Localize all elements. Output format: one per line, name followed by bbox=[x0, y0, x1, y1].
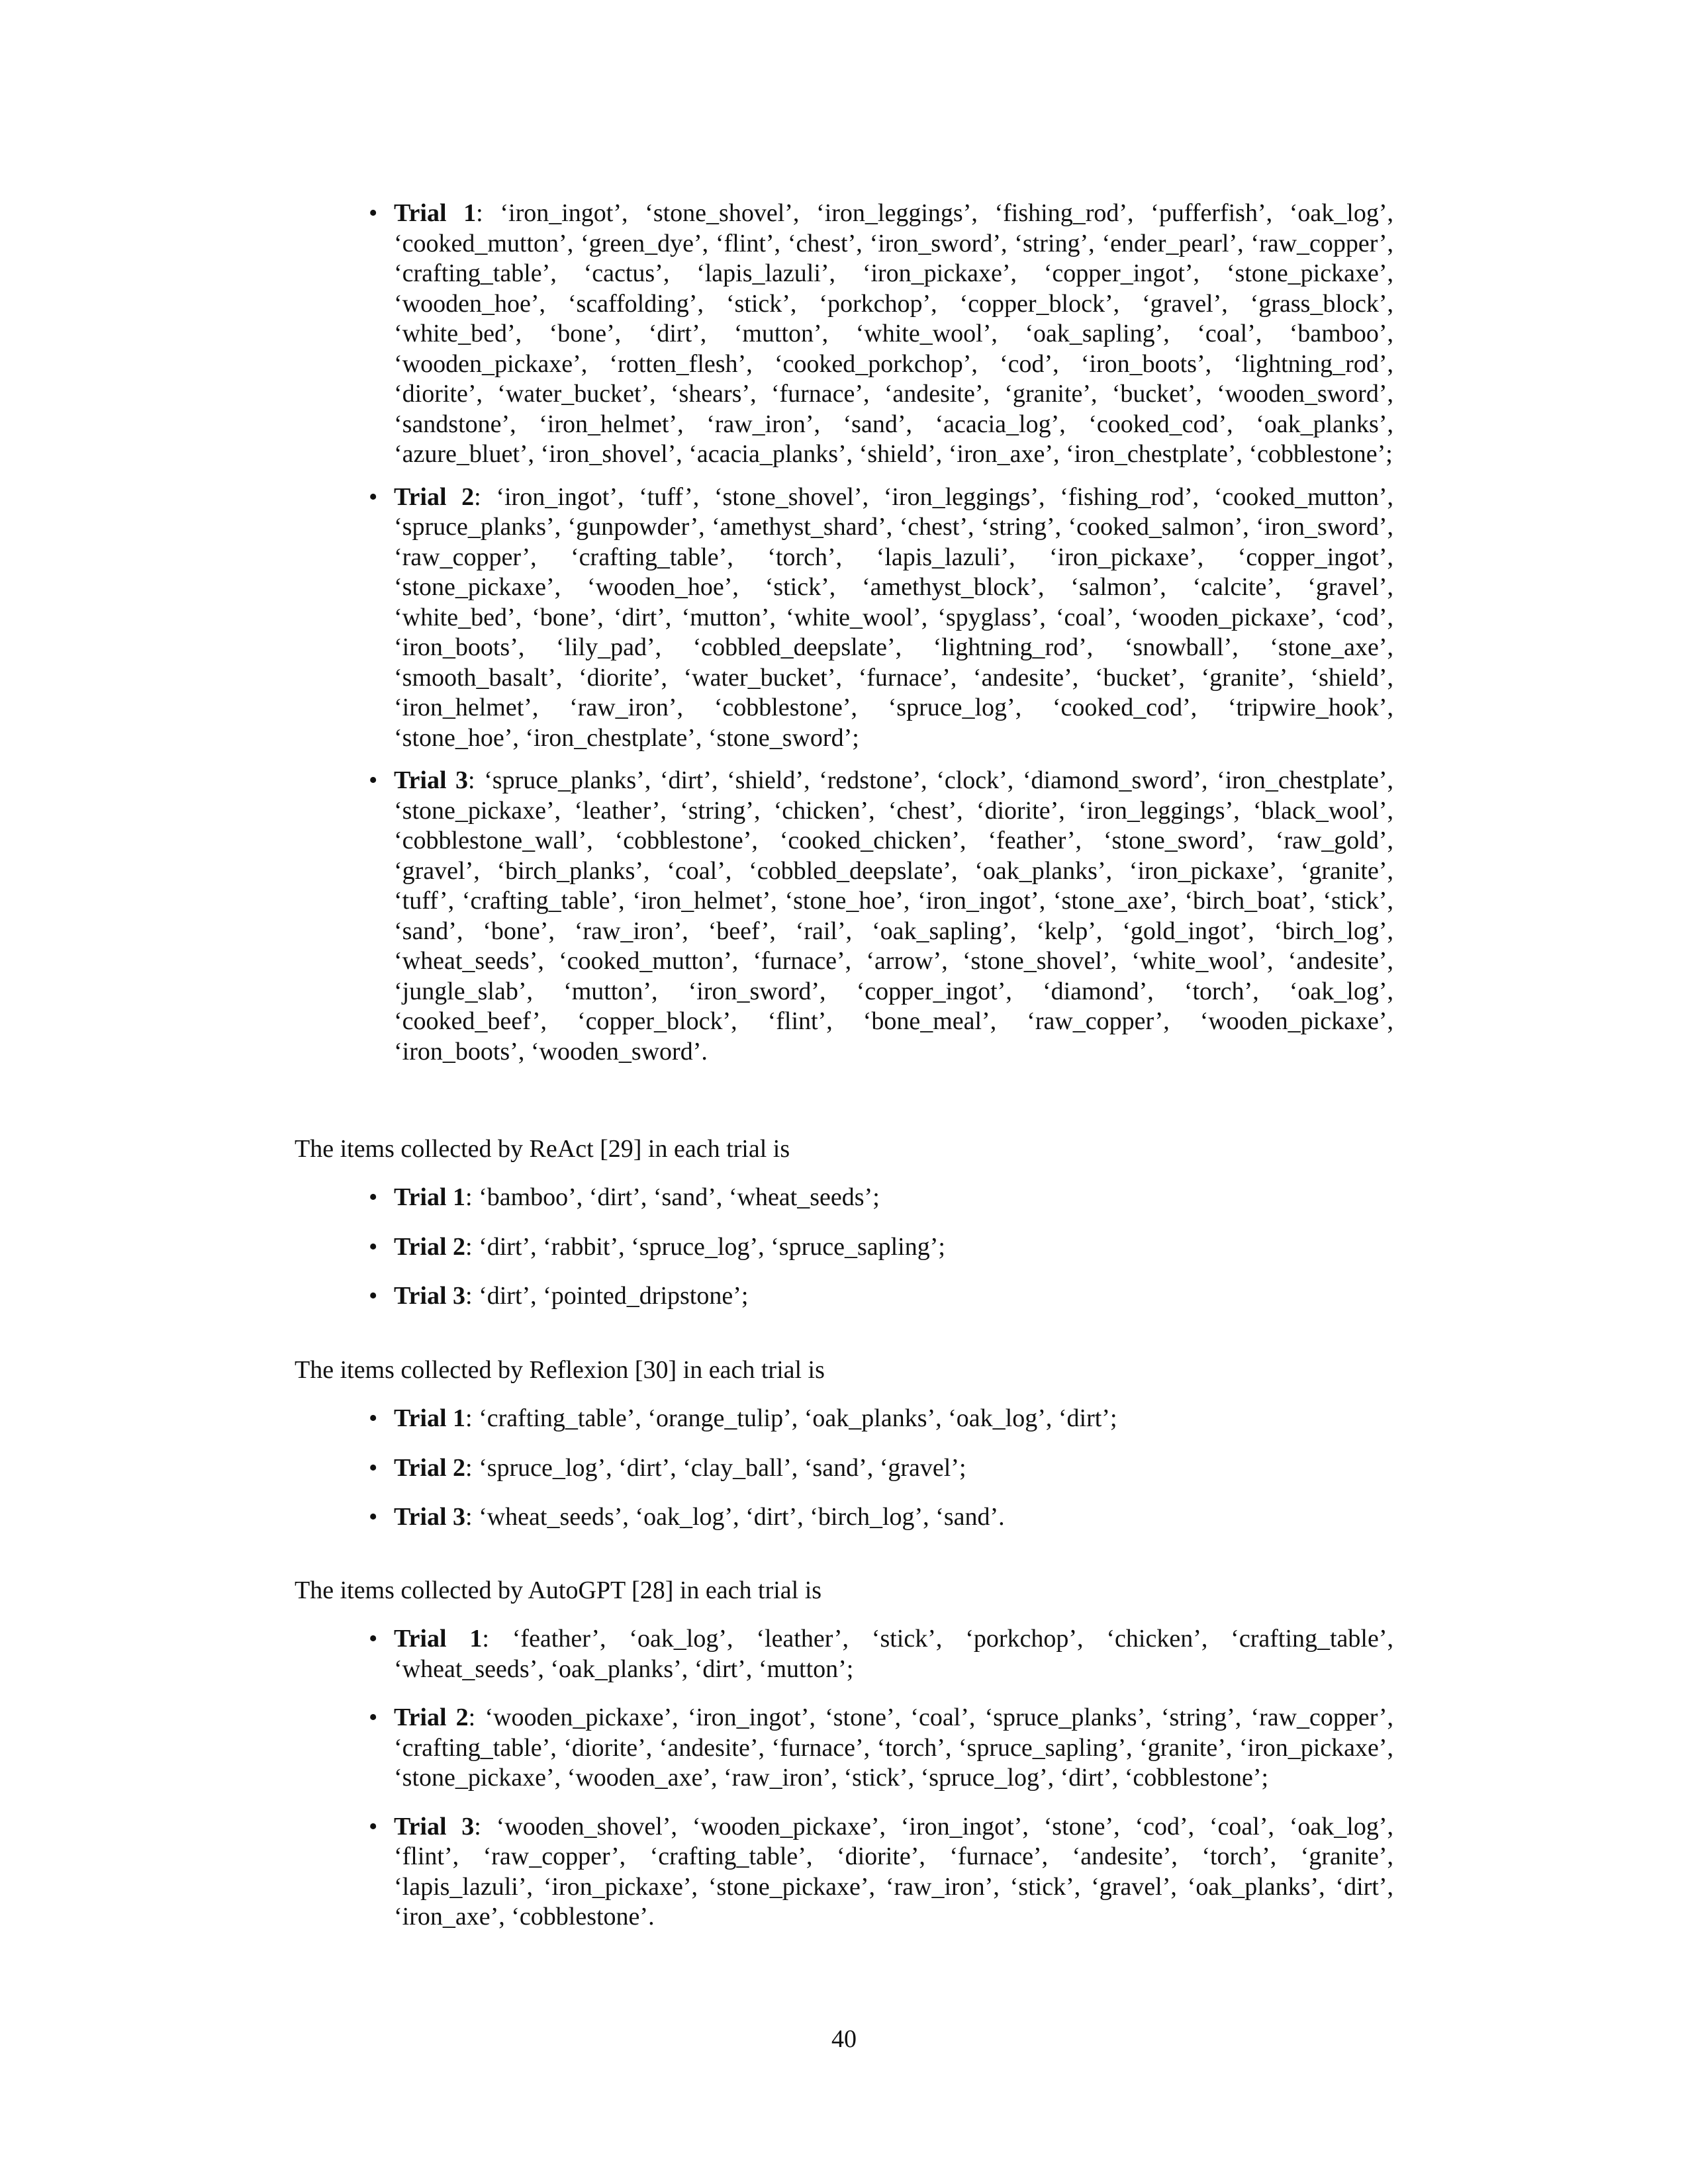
trial-items: : ‘crafting_table’, ‘orange_tulip’, ‘oak_planks’, ‘oak_log’, ‘dirt’; bbox=[465, 1404, 1117, 1432]
trial-label: Trial 1 bbox=[394, 1183, 466, 1211]
trial-items: : ‘dirt’, ‘pointed_dripstone’; bbox=[465, 1282, 749, 1310]
trial-label: Trial 3 bbox=[394, 766, 469, 794]
bullet-icon: • bbox=[369, 766, 378, 794]
trial-item bbox=[295, 1281, 1393, 1312]
trial-item bbox=[295, 1404, 1393, 1434]
trial-label: Trial 2 bbox=[394, 1453, 466, 1482]
bullet-icon: • bbox=[369, 1404, 378, 1432]
trial-label: Trial 2 bbox=[394, 1704, 469, 1731]
trial-label: Trial 3 bbox=[394, 1282, 466, 1310]
trial-items: : ‘bamboo’, ‘dirt’, ‘sand’, ‘wheat_seeds’; bbox=[465, 1183, 880, 1211]
trial-item bbox=[295, 1502, 1393, 1533]
bullet-icon: • bbox=[369, 1812, 378, 1841]
bullet-icon: • bbox=[369, 1625, 378, 1653]
bullet-icon: • bbox=[369, 1183, 378, 1211]
trial-label: Trial 3 bbox=[394, 1812, 475, 1841]
trial-items: : ‘dirt’, ‘rabbit’, ‘spruce_log’, ‘spruce_sapling’; bbox=[465, 1232, 945, 1261]
bullet-icon: • bbox=[369, 482, 378, 511]
trial-item bbox=[295, 766, 1393, 1067]
trial-item bbox=[295, 199, 1393, 470]
trial-item bbox=[295, 1453, 1393, 1484]
autogpt-section bbox=[295, 1575, 1393, 1933]
trial-item bbox=[295, 1624, 1393, 1684]
trial-label: Trial 1 bbox=[394, 1404, 466, 1432]
trial-items: : ‘iron_ingot’, ‘stone_shovel’, ‘iron_leggings’, ‘fishing_rod’, ‘pufferfish’, ‘oak_log’, ‘cooked_mutton’, ‘green_dye’, ‘flint’, ‘chest’, ‘iron_sword’, ‘string’, ‘ender_pearl’, ‘raw_copper’, ‘crafting_table’, ‘cactus’, ‘lapis_lazuli’, ‘iron_pickaxe’, ‘copper_ingot’, ‘stone_pickaxe’, ‘wooden_hoe’, ‘scaffolding’, ‘stick’, ‘porkchop’, ‘copper_block’, ‘gravel’, ‘grass_block’, ‘white_bed’, ‘bone’, ‘dirt’, ‘mutton’, ‘white_wool’, ‘oak_sapling’, ‘coal’, ‘bamboo’, ‘wooden_pickaxe’, ‘rotten_flesh’, ‘cooked_porkchop’, ‘cod’, ‘iron_boots’, ‘lightning_rod’, ‘diorite’, ‘water_bucket’, ‘shears’, ‘furnace’, ‘andesite’, ‘granite’, ‘bucket’, ‘wooden_sword’, ‘sandstone’, ‘iron_helmet’, ‘raw_iron’, ‘sand’, ‘acacia_log’, ‘cooked_cod’, ‘oak_planks’, ‘azure_bluet’, ‘iron_shovel’, ‘acacia_planks’, ‘shield’, ‘iron_axe’, ‘iron_chestplate’, ‘cobblestone’; bbox=[394, 199, 1394, 468]
trial-items: : ‘feather’, ‘oak_log’, ‘leather’, ‘stick’, ‘porkchop’, ‘chicken’, ‘crafting_table’, ‘wheat_seeds’, ‘oak_planks’, ‘dirt’, ‘mutton’; bbox=[394, 1625, 1393, 1683]
bullet-icon: • bbox=[369, 199, 378, 227]
first-method-trial-list bbox=[295, 199, 1393, 1067]
reflexion-trial-list bbox=[295, 1404, 1393, 1533]
bullet-icon: • bbox=[369, 1282, 378, 1310]
bullet-icon: • bbox=[369, 1232, 378, 1261]
trial-items: : ‘spruce_planks’, ‘dirt’, ‘shield’, ‘redstone’, ‘clock’, ‘diamond_sword’, ‘iron_chestplate’, ‘stone_pickaxe’, ‘leather’, ‘string’, ‘chicken’, ‘chest’, ‘diorite’, ‘iron_leggings’, ‘black_wool’, ‘cobblestone_wall’, ‘cobblestone’, ‘cooked_chicken’, ‘feather’, ‘stone_sword’, ‘raw_gold’, ‘gravel’, ‘birch_planks’, ‘coal’, ‘cobbled_deepslate’, ‘oak_planks’, ‘iron_pickaxe’, ‘granite’, ‘tuff’, ‘crafting_table’, ‘iron_helmet’, ‘stone_hoe’, ‘iron_ingot’, ‘stone_axe’, ‘birch_boat’, ‘stick’, ‘sand’, ‘bone’, ‘raw_iron’, ‘beef’, ‘rail’, ‘oak_sapling’, ‘kelp’, ‘gold_ingot’, ‘birch_log’, ‘wheat_seeds’, ‘cooked_mutton’, ‘furnace’, ‘arrow’, ‘stone_shovel’, ‘white_wool’, ‘andesite’, ‘jungle_slab’, ‘mutton’, ‘iron_sword’, ‘copper_ingot’, ‘diamond’, ‘torch’, ‘oak_log’, ‘cooked_beef’, ‘copper_block’, ‘flint’, ‘bone_meal’, ‘raw_copper’, ‘wooden_pickaxe’, ‘iron_boots’, ‘wooden_sword’. bbox=[394, 766, 1393, 1066]
react-intro: The items collected by ReAct [29] in each trial is bbox=[295, 1135, 790, 1163]
trial-item bbox=[295, 1703, 1393, 1794]
bullet-icon: • bbox=[369, 1453, 378, 1482]
trial-item bbox=[295, 1232, 1393, 1263]
trial-item bbox=[295, 1812, 1393, 1933]
page-number: 40 bbox=[831, 2025, 857, 2053]
trial-items: : ‘wooden_pickaxe’, ‘iron_ingot’, ‘stone’, ‘coal’, ‘spruce_planks’, ‘string’, ‘raw_copper’, ‘crafting_table’, ‘diorite’, ‘andesite’, ‘furnace’, ‘torch’, ‘spruce_sapling’, ‘granite’, ‘iron_pickaxe’, ‘stone_pickaxe’, ‘wooden_axe’, ‘raw_iron’, ‘stick’, ‘spruce_log’, ‘dirt’, ‘cobblestone’; bbox=[394, 1704, 1393, 1792]
trial-label: Trial 2 bbox=[394, 482, 475, 511]
trial-label: Trial 1 bbox=[394, 199, 477, 227]
first-method-section bbox=[295, 199, 1393, 1067]
autogpt-intro: The items collected by AutoGPT [28] in each trial is bbox=[295, 1576, 822, 1604]
trial-label: Trial 2 bbox=[394, 1232, 466, 1261]
trial-items: : ‘wooden_shovel’, ‘wooden_pickaxe’, ‘iron_ingot’, ‘stone’, ‘cod’, ‘coal’, ‘oak_log’, ‘flint’, ‘raw_copper’, ‘crafting_table’, ‘diorite’, ‘furnace’, ‘andesite’, ‘torch’, ‘granite’, ‘lapis_lazuli’, ‘iron_pickaxe’, ‘stone_pickaxe’, ‘raw_iron’, ‘stick’, ‘gravel’, ‘oak_planks’, ‘dirt’, ‘iron_axe’, ‘cobblestone’. bbox=[394, 1812, 1393, 1931]
bullet-icon: • bbox=[369, 1704, 378, 1731]
bullet-icon: • bbox=[369, 1503, 378, 1531]
trial-items: : ‘wheat_seeds’, ‘oak_log’, ‘dirt’, ‘birch_log’, ‘sand’. bbox=[465, 1503, 1005, 1531]
reflexion-section bbox=[295, 1355, 1393, 1533]
trial-items: : ‘iron_ingot’, ‘tuff’, ‘stone_shovel’, ‘iron_leggings’, ‘fishing_rod’, ‘cooked_mutton’, ‘spruce_planks’, ‘gunpowder’, ‘amethyst_shard’, ‘chest’, ‘string’, ‘cooked_salmon’, ‘iron_sword’, ‘raw_copper’, ‘crafting_table’, ‘torch’, ‘lapis_lazuli’, ‘iron_pickaxe’, ‘copper_ingot’, ‘stone_pickaxe’, ‘wooden_hoe’, ‘stick’, ‘amethyst_block’, ‘salmon’, ‘calcite’, ‘gravel’, ‘white_bed’, ‘bone’, ‘dirt’, ‘mutton’, ‘white_wool’, ‘spyglass’, ‘coal’, ‘wooden_pickaxe’, ‘cod’, ‘iron_boots’, ‘lily_pad’, ‘cobbled_deepslate’, ‘lightning_rod’, ‘snowball’, ‘stone_axe’, ‘smooth_basalt’, ‘diorite’, ‘water_bucket’, ‘furnace’, ‘andesite’, ‘bucket’, ‘granite’, ‘shield’, ‘iron_helmet’, ‘raw_iron’, ‘cobblestone’, ‘spruce_log’, ‘cooked_cod’, ‘tripwire_hook’, ‘stone_hoe’, ‘iron_chestplate’, ‘stone_sword’; bbox=[394, 482, 1393, 752]
trial-item bbox=[295, 1183, 1393, 1213]
trial-label: Trial 1 bbox=[394, 1625, 483, 1653]
trial-label: Trial 3 bbox=[394, 1503, 466, 1531]
reflexion-intro: The items collected by Reflexion [30] in each trial is bbox=[295, 1356, 825, 1384]
autogpt-trial-list bbox=[295, 1624, 1393, 1933]
trial-items: : ‘spruce_log’, ‘dirt’, ‘clay_ball’, ‘sand’, ‘gravel’; bbox=[465, 1453, 966, 1482]
react-section bbox=[295, 1134, 1393, 1312]
trial-item bbox=[295, 482, 1393, 754]
react-trial-list bbox=[295, 1183, 1393, 1312]
